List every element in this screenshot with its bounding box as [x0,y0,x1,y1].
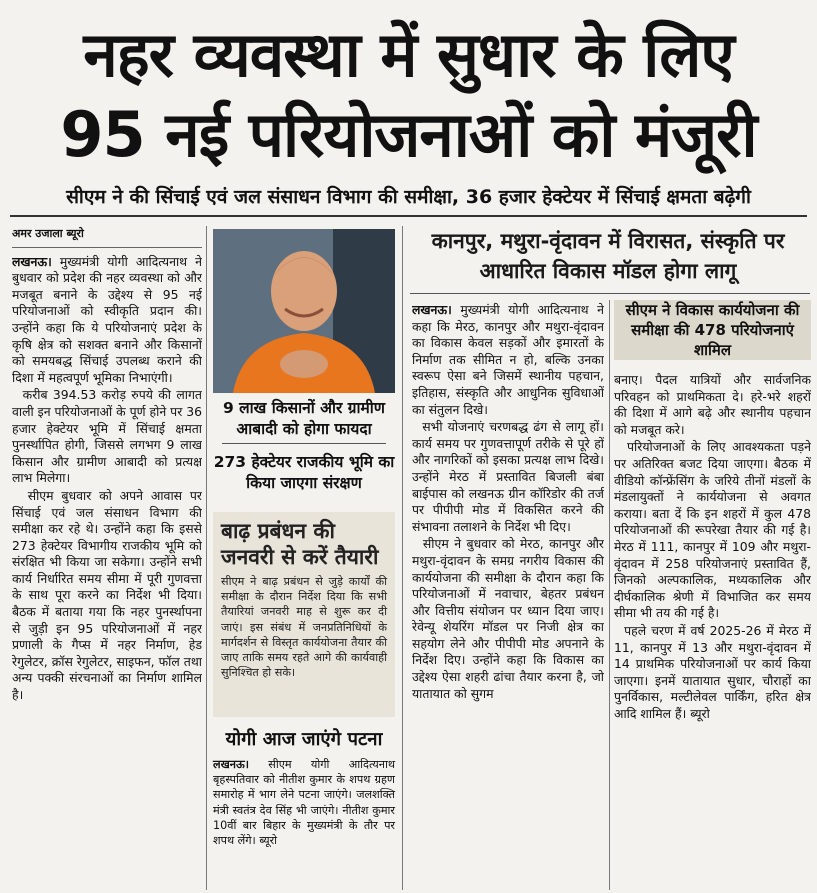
paragraph-text: पहले चरण में वर्ष 2025-26 में मेरठ में 11, कानपुर में 13 और मथुरा-वृंदावन में 14 प्राथमिक परियोजनाओं पर कार्य किया जाएगा। इनमें यातायात सुधार, चौराहों का पुनर्विकास, मल्टीलेवल पार्किंग, हरित क्षेत्र आदि शामिल हैं। ब्यूरो [614,622,811,721]
patna-box-text: सीएम योगी आदित्यनाथ बृहस्पतिवार को नीतीश कुमार के शपथ ग्रहण समारोह में भाग लेने पटना जाएंगे। जलशक्ति मंत्री स्वतंत्र देव सिंह भी जाएंगे। नीतीश कुमार 10वीं बार बिहार के मुख्यमंत्री के तौर पर शपथ लेंगे। ब्यूरो [213,758,395,848]
paragraph-text: मुख्यमंत्री योगी आदित्यनाथ ने बुधवार को प्रदेश की नहर व्यवस्था को और मजबूत बनाने के उद्देश्य से 95 नई परियोजनाओं को स्वीकृति प्रदान की। उन्होंने कहा कि ये परियोजनाएं प्रदेश के कृषि क्षेत्र को सशक्त बनाने और किसानों को समयबद्ध सिंचाई उपलब्ध कराने की दिशा में महत्वपूर्ण भूमिका निभाएंगी। [12,253,202,385]
person-illustration [213,229,395,393]
paragraph-text: सीएम ने बुधवार को मेरठ, कानपुर और मथुरा-वृंदावन के समग्र नगरीय विकास की कार्ययोजना की समीक्षा के दौरान कहा कि परियोजनाओं में नवाचार, बेहतर प्रबंधन और वित्तीय संयोजन पर ध्यान दिया जाए। रेवेन्यू शेयरिंग मॉडल पर निजी क्षेत्र का सहयोग लेने और पीपीपी मोड अपनाने के निर्देश दिए। उन्होंने कहा कि विकास का उद्देश्य ऐसा शहरी ढांचा तैयार करना है, जो यातायात को सुगम [412,536,604,701]
subheadline: सीएम ने की सिंचाई एवं जल संसाधन विभाग की समीक्षा, 36 हजार हेक्टेयर में सिंचाई क्षमता बढ़ेगी [66,186,751,208]
paragraph-text: मुख्यमंत्री योगी आदित्यनाथ ने कहा कि मेरठ, कानपुर और मथुरा-वृंदावन का विकास केवल सड़कों और इमारतों के निर्माण तक सीमित न हो, बल्कि उनका स्वरूप ऐसा बने जिसमें स्थानीय पहचान, इतिहास, संस्कृति और आधुनिक सुविधाओं का संतुलन दिखे। [412,302,604,417]
divider [10,215,807,217]
paragraph [412,419,604,535]
photo-caption-land: 273 हेक्टेयर राजकीय भूमि का किया जाएगा संरक्षण [213,453,395,492]
byline-rule [12,247,202,248]
paragraph [614,439,811,622]
dateline: लखनऊ। [12,253,52,269]
patna-box-body [213,757,395,848]
column-separator [206,226,207,890]
dateline: लखनऊ। [412,302,452,317]
paragraph [12,488,202,704]
main-headline-line1: नहर व्यवस्था में सुधार के लिए [83,18,734,91]
column-separator [609,300,610,890]
paragraph [412,302,604,418]
paragraph-text: करीब 394.53 करोड़ रुपये की लागत वाली इन परियोजनाओं के पूर्ण होने पर 36 हजार हेक्टेयर भूमि में सिंचाई क्षमता पुनर्स्थापित होगी, जिससे लगभग 9 लाख किसान और ग्रामीण आबादी को प्रत्यक्ष लाभ मिलेगा। [12,387,202,486]
right-story-headline: कानपुर, मथुरा-वृंदावन में विरासत, संस्कृति पर आधारित विकास मॉडल होगा लागू [431,229,785,283]
divider [410,293,810,294]
paragraph [412,536,604,702]
flood-management-box [213,512,395,717]
paragraph [614,623,811,723]
right-story-column-2 [614,372,811,890]
paragraph [614,372,811,438]
paragraph-text: बनाए। पैदल यात्रियों और सार्वजनिक परिवहन को प्राथमिकता दे। हरे-भरे शहरों की दिशा में आगे बढ़े और स्थानीय पहचान को मजबूत करे। [614,372,811,437]
byline: अमर उजाला ब्यूरो [12,227,84,240]
column-separator [402,226,403,890]
photo-caption-benefit: 9 लाख किसानों और ग्रामीण आबादी को होगा फायदा [222,399,386,438]
main-headline-line2: 95 नई परियोजनाओं को मंजूरी [60,98,757,171]
right-story-column-1 [412,302,604,890]
cm-photo [213,229,395,393]
flood-box-title: बाढ़ प्रबंधन की जनवरी से करें तैयारी [221,519,379,569]
paragraph-text: सीएम बुधवार को अपने आवास पर सिंचाई एवं जल संसाधन विभाग की समीक्षा कर रहे थे। उन्होंने कहा कि इससे 273 हेक्टेयर विभागीय राजकीय भूमि को संरक्षित भी किया जा सकेगा। उन्होंने सभी कार्य निर्धारित समय सीमा में पूरी गुणवत्ता के साथ पूरा करने का निर्देश भी दिया। बैठक में बताया गया कि नहर पुनर्स्थापना से जुड़ी इन 95 परियोजनाओं में नहर प्रणाली के गैप्स में नहर निर्माण, हेड रेगुलेटर, क्रॉस रेगुलेटर, साइफन, फॉल तथा अन्य पक्की संरचनाओं का निर्माण शामिल है। [12,487,202,703]
flood-box-body: सीएम ने बाढ़ प्रबंधन से जुड़े कार्यों की समीक्षा के दौरान निर्देश दिया कि सभी तैयारियां जनवरी माह से शुरू कर दी जाएं। इस संबंध में जनप्रतिनिधियों के मार्गदर्शन से विस्तृत कार्ययोजना तैयार की जाए ताकि समय रहते आगे की कार्यवाही सुनिश्चित हो सके। [221,575,387,680]
paragraph [12,254,202,387]
paragraph-text: परियोजनाओं के लिए आवश्यकता पड़ने पर अतिरिक्त बजट दिया जाएगा। बैठक में वीडियो कॉन्फ्रेंसिंग के जरिये तीनों मंडलों के मंडलायुक्तों ने कार्ययोजना से अवगत कराया। बता दें कि इन शहरों में कुल 478 परियोजनाओं की रूपरेखा तैयार की गई है। मेरठ में 111, कानपुर में 109 और मथुरा-वृंदावन में 258 परियोजनाएं प्रस्तावित हैं, जिनको अल्पकालिक, मध्यकालिक और दीर्घकालिक श्रेणी में विभाजित कर समय सीमा भी तय की गई है। [614,439,811,621]
projects-sidebox: सीएम ने विकास कार्ययोजना की समीक्षा की 478 परियोजनाएं शामिल [614,300,811,360]
divider [222,443,386,444]
paragraph-text: सभी योजनाएं चरणबद्ध ढंग से लागू हों। कार्य समय पर गुणवत्तापूर्ण तरीके से पूरे हों और नागरिकों को इसका प्रत्यक्ष लाभ दिखे। उन्होंने मेरठ में प्रस्तावित बिजली बंबा बाईपास को लखनऊ ग्रीन कॉरिडोर की तर्ज पर पीपीपी मोड में विकसित करने की संभावना तलाशने के निर्देश भी दिए। [412,419,604,534]
dateline: लखनऊ। [213,758,249,771]
left-column [12,226,202,890]
paragraph [12,387,202,487]
patna-box-title: योगी आज जाएंगे पटना [225,729,383,750]
